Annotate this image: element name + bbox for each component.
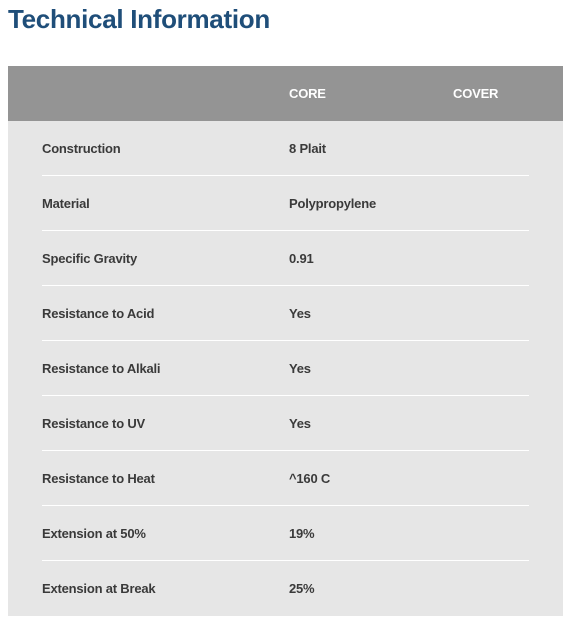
row-core-value: ^160 C <box>289 471 331 486</box>
table-row <box>8 231 563 286</box>
row-core-value: 8 Plait <box>289 141 326 156</box>
row-label: Resistance to Heat <box>42 471 155 486</box>
row-core-value: 25% <box>289 581 315 596</box>
row-label: Resistance to Acid <box>42 306 155 321</box>
row-label: Resistance to Alkali <box>42 361 161 376</box>
row-label: Resistance to UV <box>42 416 146 431</box>
table-row <box>8 341 563 396</box>
table-row <box>8 286 563 341</box>
table-row <box>8 396 563 451</box>
technical-info-table <box>8 66 563 616</box>
row-core-value: 19% <box>289 526 315 541</box>
column-header-cover: COVER <box>453 86 499 101</box>
row-core-value: Polypropylene <box>289 196 376 211</box>
row-label: Specific Gravity <box>42 251 138 266</box>
row-core-value: Yes <box>289 416 311 431</box>
table-row <box>8 176 563 231</box>
row-core-value: Yes <box>289 306 311 321</box>
table-row <box>8 451 563 506</box>
column-header-core: CORE <box>289 86 326 101</box>
row-label: Construction <box>42 141 121 156</box>
table-row <box>8 506 563 561</box>
page-title: Technical Information <box>8 4 270 34</box>
table-row <box>8 561 563 616</box>
row-core-value: 0.91 <box>289 251 314 266</box>
row-label: Material <box>42 196 90 211</box>
row-label: Extension at 50% <box>42 526 146 541</box>
table-row <box>8 121 563 176</box>
row-core-value: Yes <box>289 361 311 376</box>
row-label: Extension at Break <box>42 581 156 596</box>
table-header <box>8 66 563 121</box>
table-body <box>8 121 563 616</box>
